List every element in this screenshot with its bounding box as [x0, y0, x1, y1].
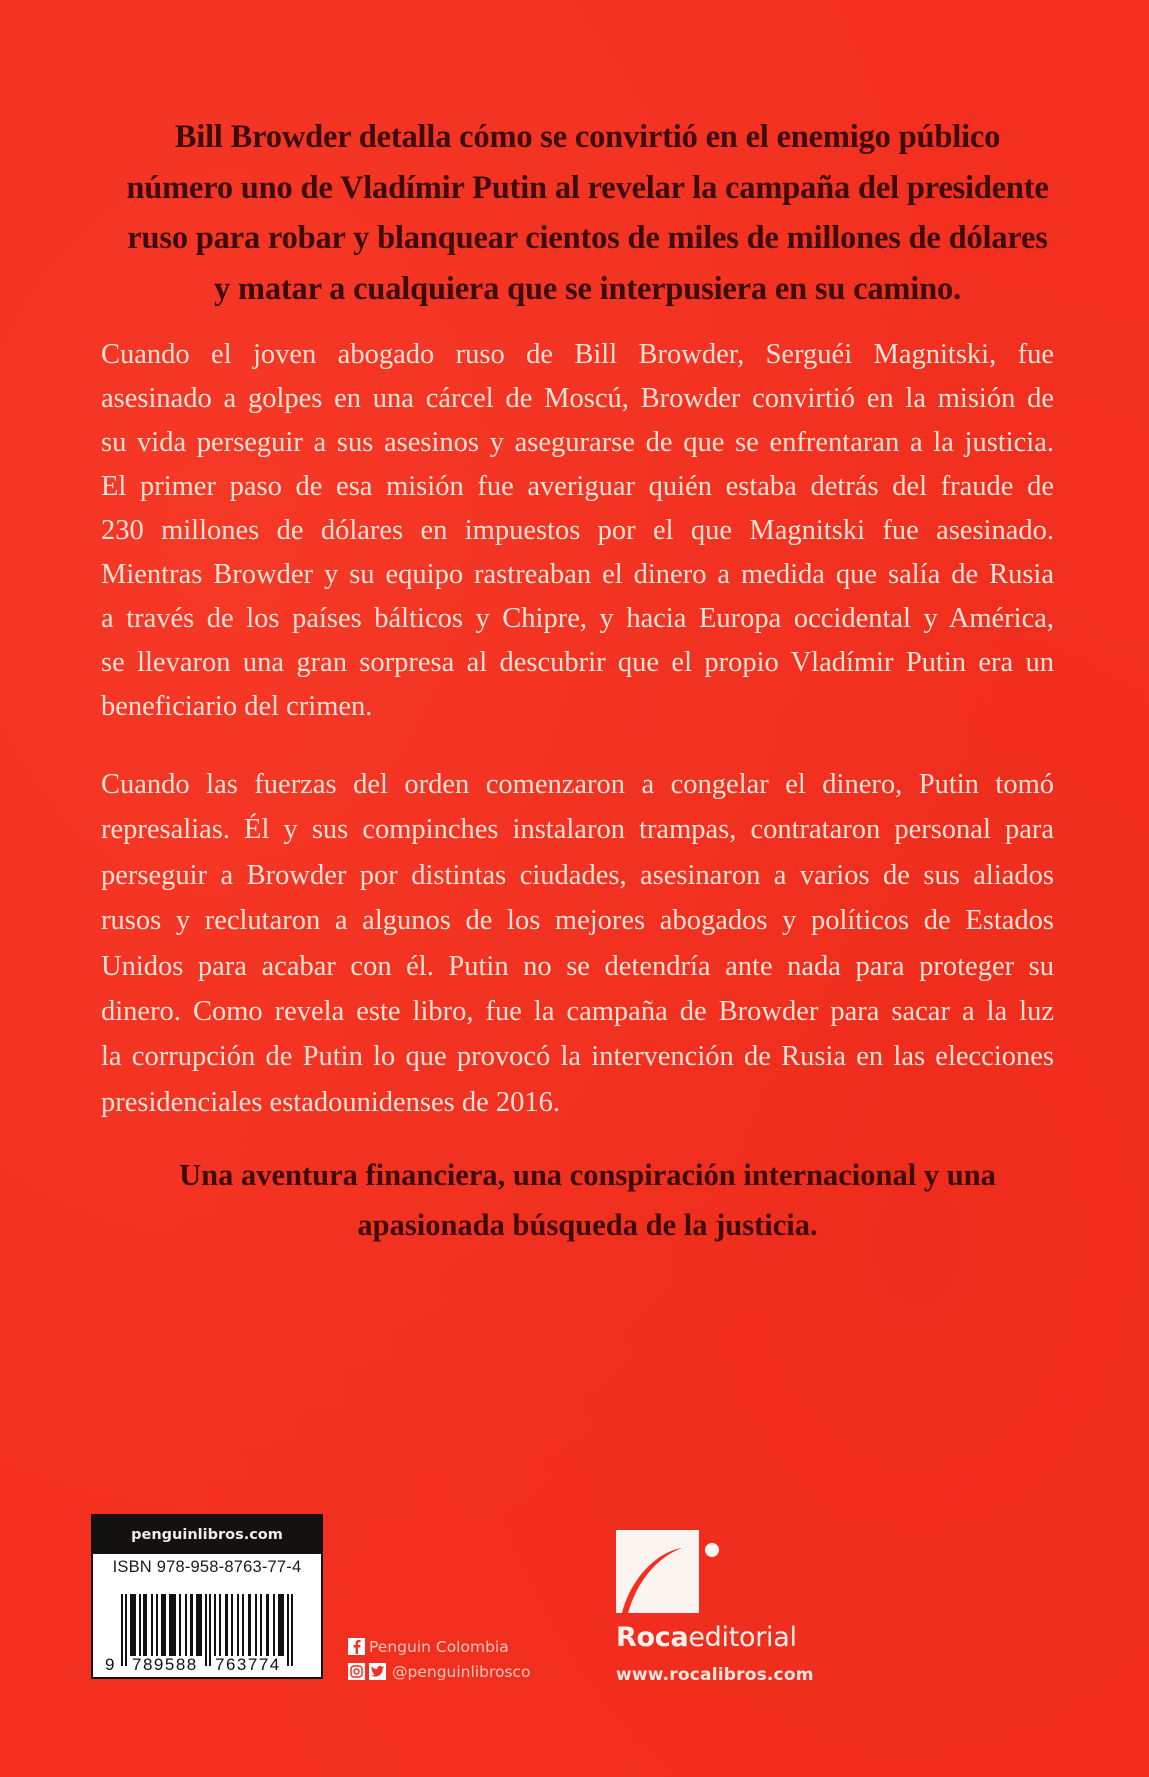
closing-line: Una aventura financiera, una conspiración internacional y una [179, 1158, 996, 1192]
paragraph-line: su vida perseguir a sus asesinos y asegurarse de que se enfrentaran a la justicia. [101, 427, 1054, 458]
paragraph-line: beneficiario del crimen. [101, 691, 373, 722]
paragraph-line: rusos y reclutaron a algunos de los mejores abogados y políticos de Estados [101, 905, 1054, 937]
social-links [348, 1634, 531, 1684]
headline-line: y matar a cualquiera que se interpusiera en su camino. [214, 270, 961, 307]
paragraph-line: a través de los países bálticos y Chipre, y hacia Europa occidental y América, [101, 603, 1054, 634]
headline-line: Bill Browder detalla cómo se convirtió en el enemigo público [174, 119, 1001, 155]
publisher-url[interactable]: www.rocalibros.com [616, 1665, 814, 1685]
paragraph-line: El primer paso de esa misión fue averiguar quién estaba detrás del fraude de [101, 471, 1054, 502]
paragraph-line: dinero. Como revela este libro, fue la campaña de Browder para sacar a la luz [101, 995, 1054, 1027]
svg-text:9: 9 [105, 1655, 115, 1674]
facebook-icon [348, 1638, 365, 1655]
facebook-label: Penguin Colombia [369, 1637, 509, 1656]
closing-line: apasionada búsqueda de la justicia. [357, 1208, 818, 1242]
twitter-icon [369, 1663, 386, 1680]
closing-tagline [100, 1150, 1075, 1250]
handle-link[interactable] [348, 1659, 531, 1684]
synopsis-paragraph-1 [101, 333, 1054, 729]
isbn-label: ISBN 978-958-8763-77-4 [112, 1558, 302, 1576]
paragraph-line: Unidos para acabar con él. Putin no se detendría ante nada para proteger su [101, 950, 1054, 982]
paragraph-line: represalias. Él y sus compinches instalaron trampas, contrataron personal para [101, 814, 1054, 846]
instagram-icon [348, 1663, 365, 1680]
social-handle: @penguinlibrosco [392, 1662, 531, 1681]
roca-logo-icon [616, 1530, 726, 1616]
svg-text:789588: 789588 [132, 1655, 198, 1674]
isbn-barcode-box [91, 1514, 323, 1679]
paragraph-line: asesinado a golpes en una cárcel de Moscú, Browder convirtió en la misión de [101, 383, 1054, 414]
headline-blurb [100, 112, 1075, 314]
facebook-link[interactable] [348, 1634, 531, 1659]
barcode-icon [97, 1594, 321, 1674]
publisher-logo [616, 1530, 726, 1616]
paragraph-line: 230 millones de dólares en impuestos por el que Magnitski fue asesinado. [101, 515, 1054, 546]
paragraph-line: Mientras Browder y su equipo rastreaban el dinero a medida que salía de Rusia [101, 559, 1054, 590]
headline-line: número uno de Vladímir Putin al revelar la campaña del presidente [126, 169, 1049, 206]
paragraph-line: la corrupción de Putin lo que provocó la intervención de Rusia en las elecciones [101, 1041, 1054, 1073]
publisher-website: penguinlibros.com [93, 1516, 321, 1554]
synopsis-paragraph-2 [101, 762, 1054, 1125]
paragraph-line: Cuando el joven abogado ruso de Bill Browder, Serguéi Magnitski, fue [101, 339, 1054, 370]
svg-text:763774: 763774 [215, 1655, 281, 1674]
paragraph-line: presidenciales estadounidenses de 2016. [101, 1086, 561, 1118]
headline-line: ruso para robar y blanquear cientos de miles de millones de dólares [127, 220, 1048, 256]
publisher-name: Rocaeditorial [616, 1622, 797, 1653]
paragraph-line: Cuando las fuerzas del orden comenzaron a congelar el dinero, Putin tomó [101, 769, 1054, 800]
paragraph-line: perseguir a Browder por distintas ciudades, asesinaron a varios de sus aliados [101, 859, 1054, 891]
paragraph-line: se llevaron una gran sorpresa al descubrir que el propio Vladímir Putin era un [101, 647, 1054, 678]
